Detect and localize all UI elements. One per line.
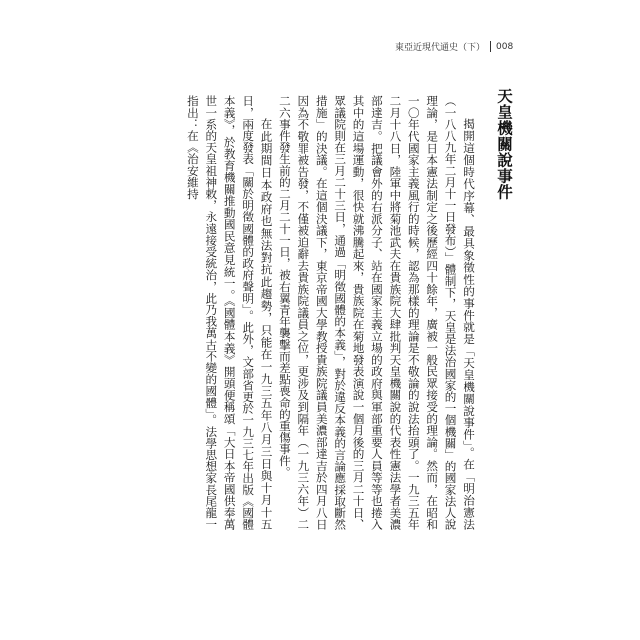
running-header (395, 40, 513, 53)
book-title: 東亞近現代通史（下） (395, 43, 486, 53)
body-text (184, 95, 479, 530)
paragraph-2: 在此期間日本政府也無法對抗此趨勢，只能在一九三五年八月三日與十月十五日，兩度發表「關於明徵國體的政府聲明」。此外，文部省更於一九三七年出版《國體本義》，於教育機關推動國民意見統一。《國體本義》開頭便稱頌「大日本帝國供奉萬世一系的天皇祖神敕，永遠接受統治，此乃我萬古不變的國體」。法學思想家長尾龍一指出：在《治安維持 (185, 95, 274, 530)
paragraph-1: 揭開這個時代序幕、最具象徵性的事件就是「天皇機關說事件」。在「明治憲法（一八八九年二月十一日發布）」體制下，天皇是法治國家的一個機關」的國家法人說理論，是日本憲法制定之後歷經四十餘年，廣被一般民眾接受的理論。然而，在昭和一〇年代國家主義風行的時候，認為那樣的理論是不敬論的說法抬頭了。一九三五年二月十八日，陸軍中將菊池武夫在貴族院大肆批判天皇機關說的代表性憲法學者美濃部達吉。把議會外的右派分子、站在國家主義立場的政府與軍部重要人員等等也捲入其中的這場運動，很快就沸騰起來，貴族院在菊地發表演說一個月後的三月二十日、眾議院則在三月二十三日，通過「明徵國體的本義」，對於違反本義的言論應採取斷然措施」的決議。在這個決議下，東京帝國大學教授貴族院議員美濃部達吉於四月八日因為不敬罪被告發，不僅被迫辭去貴族院議員之位，更涉及到隔年（一九三六年）二二六事件發生前的二月二十一日，被右翼青年襲擊而差點喪命的重傷事件。 (277, 95, 476, 530)
page-number: 008 (496, 41, 514, 52)
section-title: 天皇機關說事件 (495, 88, 513, 200)
header-divider (490, 41, 491, 52)
